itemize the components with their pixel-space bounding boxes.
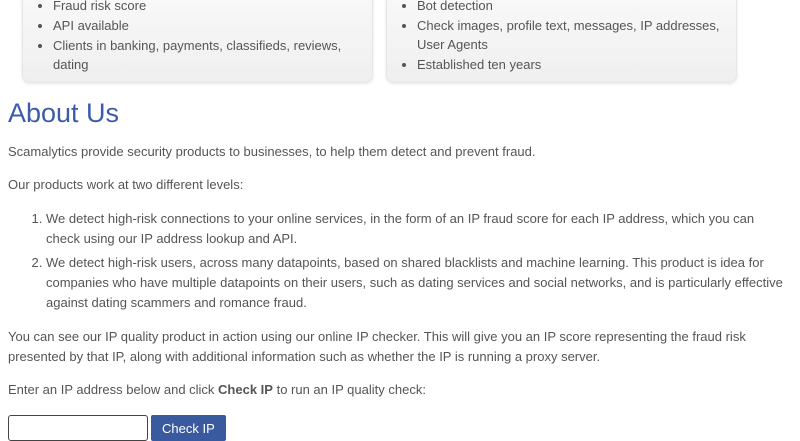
- card-bullet: • Check images, profile text, messages, IP addresses, User Agents: [417, 16, 722, 54]
- card-ip-address-fraud-check: [22, 0, 373, 83]
- card-bullet: • Fraud risk score: [53, 0, 358, 15]
- card-bullet: • Established ten years: [417, 55, 722, 74]
- card-dating-scammer-detection: [386, 0, 737, 83]
- feature-cards: [0, 0, 800, 83]
- intro-paragraph: Scamalytics provide security products to businesses, to help them detect and prevent fraud.: [8, 144, 536, 159]
- ip-address-input[interactable]: [8, 415, 148, 441]
- list-item-high-risk-users: 2. We detect high-risk users, across many datapoints, based on shared blacklists and machine learning. This product is idea for companies who have multiple datapoints on their users, such as dating services and social networks, and is particularly effective against dating scammers and romance fraud.: [46, 253, 790, 313]
- about-section: [0, 98, 800, 441]
- card-bullet-list: [23, 0, 372, 74]
- ip-checker-paragraph: You can see our IP quality product in action using our online IP checker. This will give you an IP score representing the fraud risk presented by that IP, along with additional information such as whether the IP is running a proxy server.: [8, 328, 746, 365]
- card-bullet-list: [387, 0, 736, 74]
- card-bullet: • Clients in banking, payments, classifieds, reviews, dating: [53, 36, 358, 74]
- check-ip-instruction: [8, 380, 790, 400]
- list-item-ip-fraud-score: 1. We detect high-risk connections to your online services, in the form of an IP fraud score for each IP address, which you can check using our IP address lookup and API.: [46, 209, 790, 249]
- card-bullet: • Bot detection: [417, 0, 722, 15]
- about-heading: About Us: [8, 98, 120, 128]
- product-levels-list: [8, 209, 790, 313]
- check-ip-bold-text: Check IP: [218, 382, 273, 398]
- instruction-text-prefix: Enter an IP address below and click: [8, 382, 219, 398]
- instruction-text-suffix: to run an IP quality check:: [272, 382, 426, 398]
- card-bullet: • API available: [53, 16, 358, 35]
- check-ip-button[interactable]: Check IP: [151, 415, 226, 441]
- ip-check-form: [8, 415, 790, 441]
- levels-paragraph: Our products work at two different levels:: [8, 177, 244, 193]
